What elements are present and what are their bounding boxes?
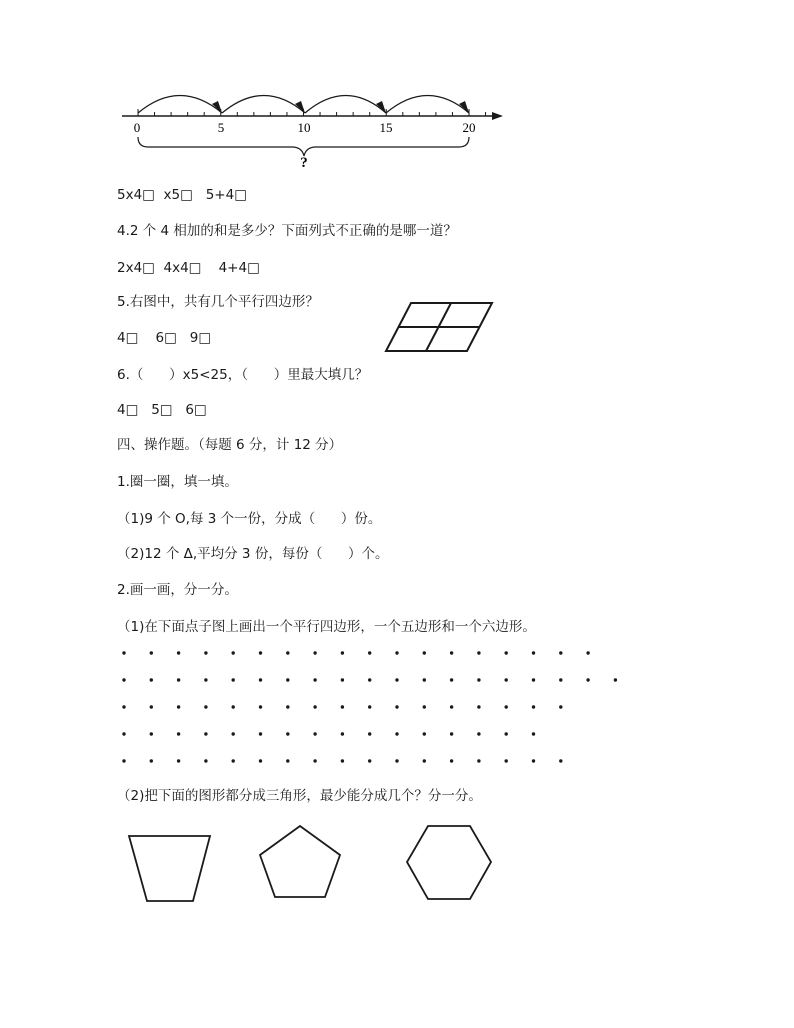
q4-title: 4.2 个 4 相加的和是多少？下面列式不正确的是哪一道？ [117,223,457,239]
q5-options: 4□ 6□ 9□ [117,330,212,346]
s4-q2-a: （1)在下面点子图上画出一个平行四边形，一个五边形和一个六边形。 [117,619,536,635]
s4-q1-a: （1)9 个 O,每 3 个一份，分成（ ）份。 [117,511,382,527]
section4-title: 四、操作题。（每题 6 分，计 12 分） [117,437,343,453]
trapezoid-shape[interactable] [129,836,210,901]
q6-options: 4□ 5□ 6□ [117,402,207,418]
q4-options: 2x4□ 4x4□ 4+4□ [117,260,260,276]
hexagon-shape[interactable] [407,826,491,899]
tick-label-0: 0 [133,120,141,135]
s4-q2-b: （2)把下面的图形都分成三角形，最少能分成几个？分一分。 [117,788,482,804]
brace-question-mark: ? [300,155,308,171]
s4-q1-b: （2)12 个 Δ,平均分 3 份，每份（ ）个。 [117,546,389,562]
q5-title: 5.右图中，共有几个平行四边形？ [117,294,319,310]
tick-label-10: 10 [297,120,311,135]
s4-q1-title: 1.圈一圈，填一填。 [117,474,238,490]
q6-title: 6.（ ）x5<25，（ ）里最大填几？ [117,367,369,383]
tick-label-5: 5 [217,120,225,135]
q3-options: 5x4□ x5□ 5+4□ [117,187,247,203]
pentagon-shape[interactable] [260,826,340,897]
tick-label-15: 15 [379,120,393,135]
tick-label-20: 20 [462,120,476,135]
s4-q2-title: 2.画一画，分一分。 [117,582,238,598]
